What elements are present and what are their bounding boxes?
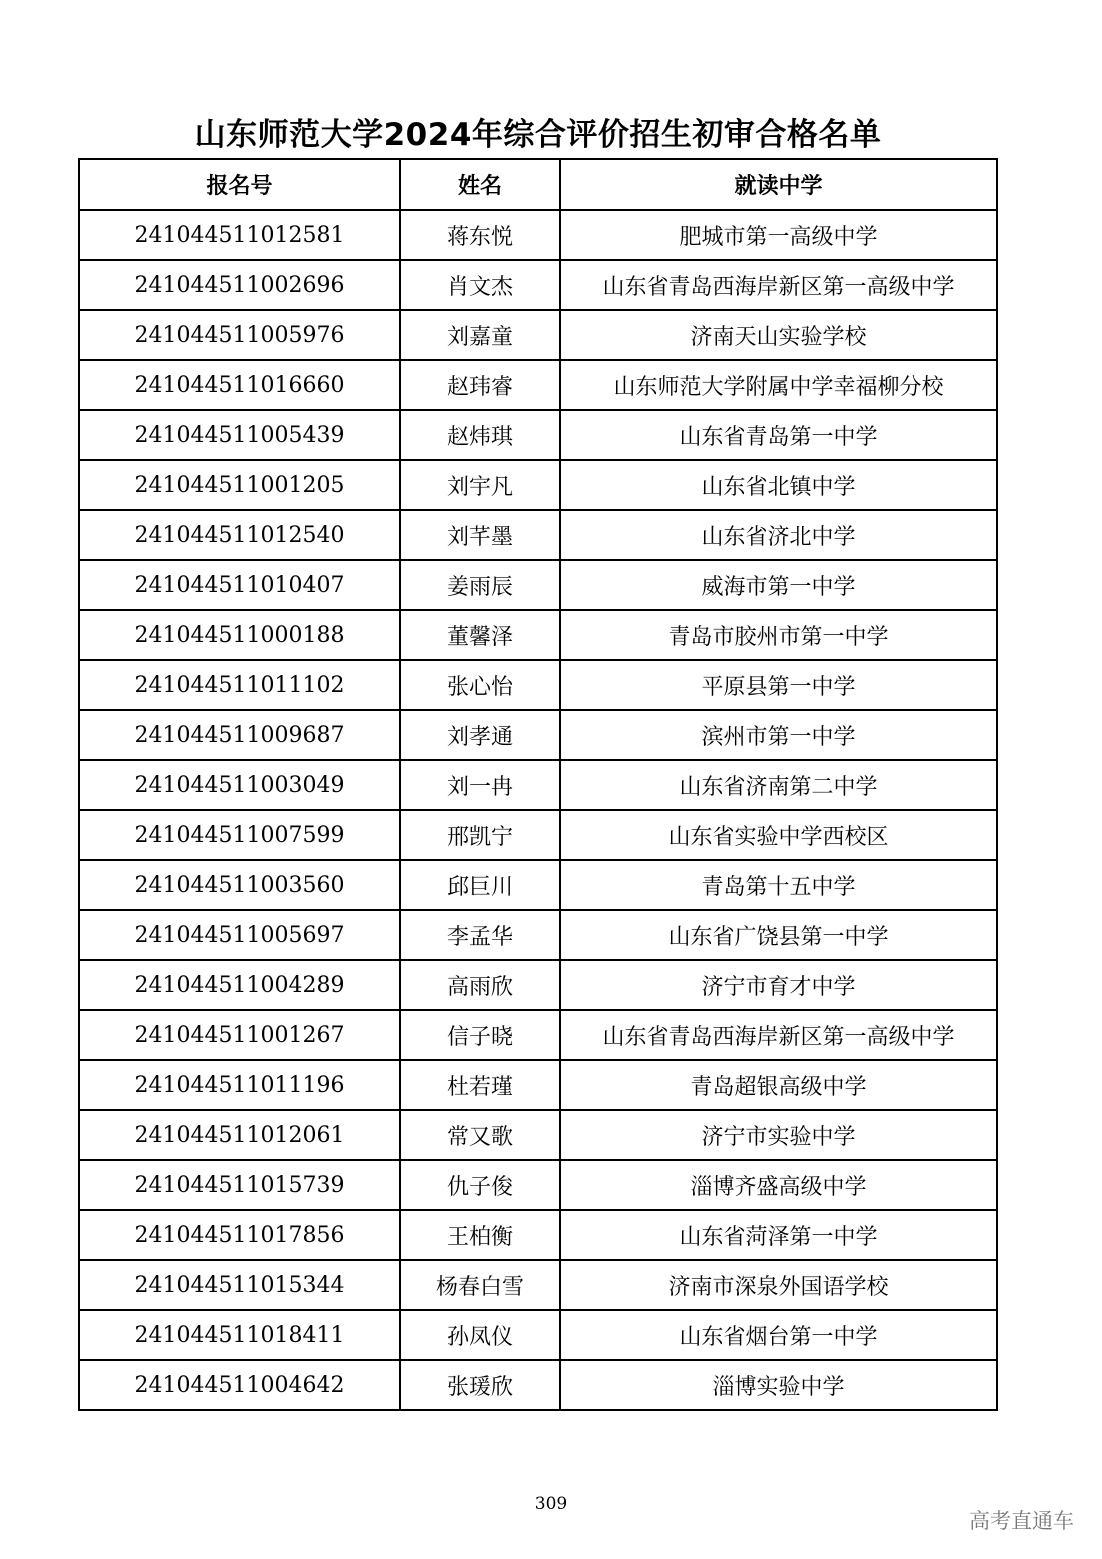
table-row [79,1010,997,1060]
registration-number-cell: 241044511010407 [79,560,400,610]
table-row [79,760,997,810]
registration-number-cell: 241044511001267 [79,1010,400,1060]
school-name-cell: 青岛超银高级中学 [560,1060,997,1110]
student-name-cell: 董馨泽 [400,610,560,660]
school-name-cell: 山东省烟台第一中学 [560,1310,997,1360]
student-name-cell: 刘芊墨 [400,510,560,560]
table-row [79,710,997,760]
school-name-cell: 济南天山实验学校 [560,310,997,360]
student-name-cell: 姜雨辰 [400,560,560,610]
table-row [79,610,997,660]
registration-number-cell: 241044511004289 [79,960,400,1010]
registration-number-cell: 241044511018411 [79,1310,400,1360]
student-name-cell: 刘一冉 [400,760,560,810]
school-name-cell: 山东省济北中学 [560,510,997,560]
school-name-cell: 山东省青岛第一中学 [560,410,997,460]
table-header-row [79,159,997,210]
student-name-cell: 杜若瑾 [400,1060,560,1110]
table-row [79,560,997,610]
school-name-cell: 滨州市第一中学 [560,710,997,760]
table-row [79,210,997,260]
student-name-cell: 张瑗欣 [400,1360,560,1410]
column-header-registration-number: 报名号 [79,159,400,210]
table-row [79,460,997,510]
registration-number-cell: 241044511004642 [79,1360,400,1410]
school-name-cell: 威海市第一中学 [560,560,997,610]
student-name-cell: 蒋东悦 [400,210,560,260]
student-name-cell: 刘嘉童 [400,310,560,360]
registration-number-cell: 241044511011196 [79,1060,400,1110]
registration-number-cell: 241044511015344 [79,1260,400,1310]
table-row [79,1360,997,1410]
school-name-cell: 山东省青岛西海岸新区第一高级中学 [560,1010,997,1060]
table-row [79,310,997,360]
school-name-cell: 济南市深泉外国语学校 [560,1260,997,1310]
page-title: 山东师范大学2024年综合评价招生初审合格名单 [194,117,882,153]
table-row [79,1110,997,1160]
student-name-cell: 孙凤仪 [400,1310,560,1360]
school-name-cell: 淄博实验中学 [560,1360,997,1410]
school-name-cell: 肥城市第一高级中学 [560,210,997,260]
student-name-cell: 王柏衡 [400,1210,560,1260]
table-row [79,810,997,860]
school-name-cell: 淄博齐盛高级中学 [560,1160,997,1210]
student-name-cell: 刘孝通 [400,710,560,760]
table-row [79,510,997,560]
registration-number-cell: 241044511009687 [79,710,400,760]
table-row [79,1160,997,1210]
registration-number-cell: 241044511007599 [79,810,400,860]
table-row [79,1060,997,1110]
registration-number-cell: 241044511003049 [79,760,400,810]
school-name-cell: 山东省广饶县第一中学 [560,910,997,960]
registration-number-cell: 241044511005697 [79,910,400,960]
column-header-school: 就读中学 [560,159,997,210]
registration-number-cell: 241044511012061 [79,1110,400,1160]
school-name-cell: 青岛第十五中学 [560,860,997,910]
table-row [79,960,997,1010]
student-name-cell: 邢凯宁 [400,810,560,860]
admission-list-table [78,158,998,1411]
table-row [79,860,997,910]
table-row [79,260,997,310]
registration-number-cell: 241044511016660 [79,360,400,410]
student-name-cell: 杨春白雪 [400,1260,560,1310]
student-name-cell: 邱巨川 [400,860,560,910]
school-name-cell: 山东省济南第二中学 [560,760,997,810]
registration-number-cell: 241044511012581 [79,210,400,260]
table-row [79,360,997,410]
column-header-name: 姓名 [400,159,560,210]
school-name-cell: 山东省菏泽第一中学 [560,1210,997,1260]
student-name-cell: 常又歌 [400,1110,560,1160]
table-row [79,410,997,460]
table-row [79,910,997,960]
school-name-cell: 山东师范大学附属中学幸福柳分校 [560,360,997,410]
table-row [79,1310,997,1360]
registration-number-cell: 241044511012540 [79,510,400,560]
registration-number-cell: 241044511005976 [79,310,400,360]
registration-number-cell: 241044511001205 [79,460,400,510]
school-name-cell: 山东省实验中学西校区 [560,810,997,860]
registration-number-cell: 241044511002696 [79,260,400,310]
school-name-cell: 山东省青岛西海岸新区第一高级中学 [560,260,997,310]
student-name-cell: 肖文杰 [400,260,560,310]
school-name-cell: 山东省北镇中学 [560,460,997,510]
table-body [79,210,997,1410]
registration-number-cell: 241044511011102 [79,660,400,710]
registration-number-cell: 241044511000188 [79,610,400,660]
registration-number-cell: 241044511003560 [79,860,400,910]
watermark: 高考直通车 [969,1509,1074,1533]
school-name-cell: 济宁市育才中学 [560,960,997,1010]
registration-number-cell: 241044511015739 [79,1160,400,1210]
student-name-cell: 赵炜琪 [400,410,560,460]
table-row [79,660,997,710]
student-name-cell: 信子晓 [400,1010,560,1060]
student-name-cell: 李孟华 [400,910,560,960]
school-name-cell: 青岛市胶州市第一中学 [560,610,997,660]
registration-number-cell: 241044511005439 [79,410,400,460]
student-name-cell: 仇子俊 [400,1160,560,1210]
registration-number-cell: 241044511017856 [79,1210,400,1260]
student-name-cell: 刘宇凡 [400,460,560,510]
table-row [79,1260,997,1310]
student-name-cell: 张心怡 [400,660,560,710]
student-name-cell: 高雨欣 [400,960,560,1010]
school-name-cell: 平原县第一中学 [560,660,997,710]
student-name-cell: 赵玮睿 [400,360,560,410]
page-number: 309 [534,1494,568,1514]
table-row [79,1210,997,1260]
school-name-cell: 济宁市实验中学 [560,1110,997,1160]
